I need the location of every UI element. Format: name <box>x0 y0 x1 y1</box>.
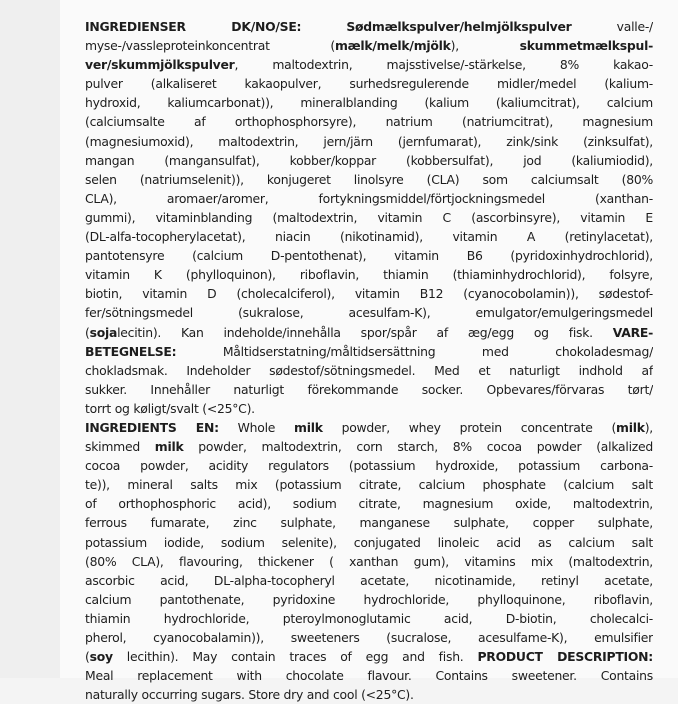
label-line <box>85 437 653 456</box>
bold-text-run: VARE- <box>612 324 653 340</box>
label-line <box>85 246 653 265</box>
text-run: naturally occurring sugars. Store dry and cool (<25°C). <box>85 687 414 703</box>
label-line <box>85 666 653 685</box>
text-run: (DL-alfa-tocopherylacetat), niacin (nikotinamid), vitamin A (retinylacetat), <box>85 229 653 245</box>
label-line <box>85 380 653 399</box>
text-run: vitamin K (phylloquinon), riboflavin, thiamin (thiaminhydrochlorid), folsyre, <box>85 267 653 283</box>
text-run: Whole <box>218 419 295 435</box>
bold-text-run: milk <box>616 419 645 435</box>
label-line <box>85 36 653 55</box>
text-run: of orthophosphoric acid), sodium citrate, magnesium oxide, maltodextrin, <box>85 496 653 512</box>
bold-text-run: BETEGNELSE: <box>85 343 177 359</box>
label-line <box>85 533 653 552</box>
label-line <box>85 418 653 437</box>
bold-text-run: ver/skummjölkspulver <box>85 57 235 73</box>
bold-text-run: milk <box>294 419 323 435</box>
text-run <box>301 19 346 34</box>
text-run: (calciumsalte af orthophosphorsyre), natrium (natriumcitrat), magnesium <box>85 114 653 130</box>
label-line <box>85 647 653 666</box>
text-run: (80% CLA), flavouring, thickener ( xanthan gum), vitamins mix (maltodextrin, <box>85 553 653 569</box>
label-line <box>85 513 653 532</box>
label-line <box>85 151 653 170</box>
text-run: ferrous fumarate, zinc sulphate, manganese sulphate, copper sulphate, <box>85 515 653 531</box>
label-line <box>85 571 653 590</box>
label-line <box>85 552 653 571</box>
label-line <box>85 74 653 93</box>
text-run: calcium pantothenate, pyridoxine hydrochloride, phylloquinone, riboflavin, <box>85 591 653 607</box>
text-run: mangan (mangansulfat), kobber/koppar (kobbersulfat), jod (kaliumiodid), <box>85 152 653 168</box>
text-run: skimmed <box>85 439 155 455</box>
bold-text-run: mælk/melk/mjölk <box>334 38 451 54</box>
label-line <box>85 284 653 303</box>
bold-text-run: PRODUCT DESCRIPTION: <box>477 649 653 665</box>
label-line <box>85 399 653 418</box>
text-run: cocoa powder, acidity regulators (potassium hydroxide, potassium carbona- <box>85 458 653 474</box>
text-run: myse-/vassleproteinkoncentrat ( <box>85 38 335 54</box>
label-line <box>85 170 653 189</box>
text-run: pantotensyre (calcium D-pentothenat), vitamin B6 (pyridoxinhydrochlorid), <box>85 248 653 264</box>
text-run: thiamin hydrochloride, pteroylmonoglutamic acid, D-biotin, cholecalci- <box>85 610 653 626</box>
text-run: powder, whey protein concentrate ( <box>322 419 617 435</box>
text-run: pulver (alkaliseret kakaopulver, surhedsregulerende midler/medel (kalium- <box>85 76 653 92</box>
label-line <box>85 303 653 322</box>
text-run: potassium iodide, sodium selenite), conjugated linoleic acid as calcium salt <box>85 534 653 550</box>
text-run: ), <box>450 38 520 54</box>
label-line <box>85 208 653 227</box>
bold-text-run: skummetmælkspul- <box>519 38 653 54</box>
label-line <box>85 685 653 704</box>
text-run: chokladsmak. Indeholder sødestof/sötningsmedel. Med et naturligt indhold af <box>85 362 653 378</box>
bold-text-run: milk <box>154 439 184 455</box>
label-line <box>85 609 653 628</box>
text-run: fer/sötningsmedel (sukralose, acesulfam-K), emulgator/emulgeringsmedel <box>85 305 653 321</box>
text-run: (magnesiumoxid), maltodextrin, jern/järn (jernfumarat), zink/sink (zinksulfat), <box>85 133 653 149</box>
label-line <box>85 590 653 609</box>
ingredients-text-block <box>85 17 653 704</box>
ingredients-label <box>60 0 678 703</box>
text-run: valle-/ <box>571 19 653 34</box>
label-line <box>85 17 653 36</box>
text-run: CLA), aromaer/aromer, fortykningsmiddel/förtjockningsmedel (xanthan- <box>85 190 653 206</box>
bold-text-run: soy <box>89 649 113 665</box>
bold-text-run: Sødmælkspulver/helmjölkspulver <box>346 19 572 34</box>
label-line <box>85 112 653 131</box>
text-run: sukker. Innehåller naturligt förekommande socker. Opbevares/förvaras tørt/ <box>85 381 653 397</box>
label-line <box>85 55 653 74</box>
text-run: ), <box>644 419 653 435</box>
text-run: powder, maltodextrin, corn starch, 8% cocoa powder (alkalized <box>183 439 653 455</box>
label-line <box>85 93 653 112</box>
text-run: pherol, cyanocobalamin)), sweeteners (sucralose, acesulfame-K), emulsifier <box>85 630 653 645</box>
label-line <box>85 323 653 342</box>
label-line <box>85 494 653 513</box>
text-run: selen (natriumselenit)), konjugeret linolsyre (CLA) som calciumsalt (80% <box>85 171 653 187</box>
text-run: lecitin). Kan indeholde/innehålla spor/spår af æg/egg og fisk. <box>117 324 613 340</box>
label-line <box>85 342 653 361</box>
label-line <box>85 265 653 284</box>
label-line <box>85 132 653 151</box>
text-run: gummi), vitaminblanding (maltodextrin, vitamin C (ascorbinsyre), vitamin E <box>85 209 653 225</box>
label-line <box>85 189 653 208</box>
text-run: te)), mineral salts mix (potassium citrate, calcium phosphate (calcium salt <box>85 477 653 493</box>
label-line <box>85 456 653 475</box>
text-run: biotin, vitamin D (cholecalciferol), vitamin B12 (cyanocobolamin)), sødestof- <box>85 286 653 302</box>
text-run: hydroxid, kaliumcarbonat)), mineralblanding (kalium (kaliumcitrat), calcium <box>85 95 653 111</box>
label-line <box>85 475 653 494</box>
text-run: ascorbic acid, DL-alpha-tocopheryl acetate, nicotinamide, retinyl acetate, <box>85 572 653 588</box>
text-run: , maltodextrin, majsstivelse/-stärkelse, 8% kakao- <box>234 57 653 73</box>
text-run: lecithin). May contain traces of egg and fish. <box>112 649 478 665</box>
label-line <box>85 227 653 246</box>
label-line <box>85 628 653 647</box>
text-run: Måltidserstatning/måltidsersättning med chokoladesmag/ <box>176 343 653 359</box>
text-run: torrt og køligt/svalt (<25°C). <box>85 400 255 416</box>
bold-text-run: INGREDIENSER DK/NO/SE: <box>85 19 302 34</box>
bold-text-run: INGREDIENTS EN: <box>85 419 219 435</box>
text-run: ( <box>85 324 90 340</box>
bold-text-run: soja <box>89 324 118 340</box>
label-line <box>85 361 653 380</box>
text-run: ( <box>85 649 90 665</box>
text-run: Meal replacement with chocolate flavour. Contains sweetener. Contains <box>85 668 653 684</box>
